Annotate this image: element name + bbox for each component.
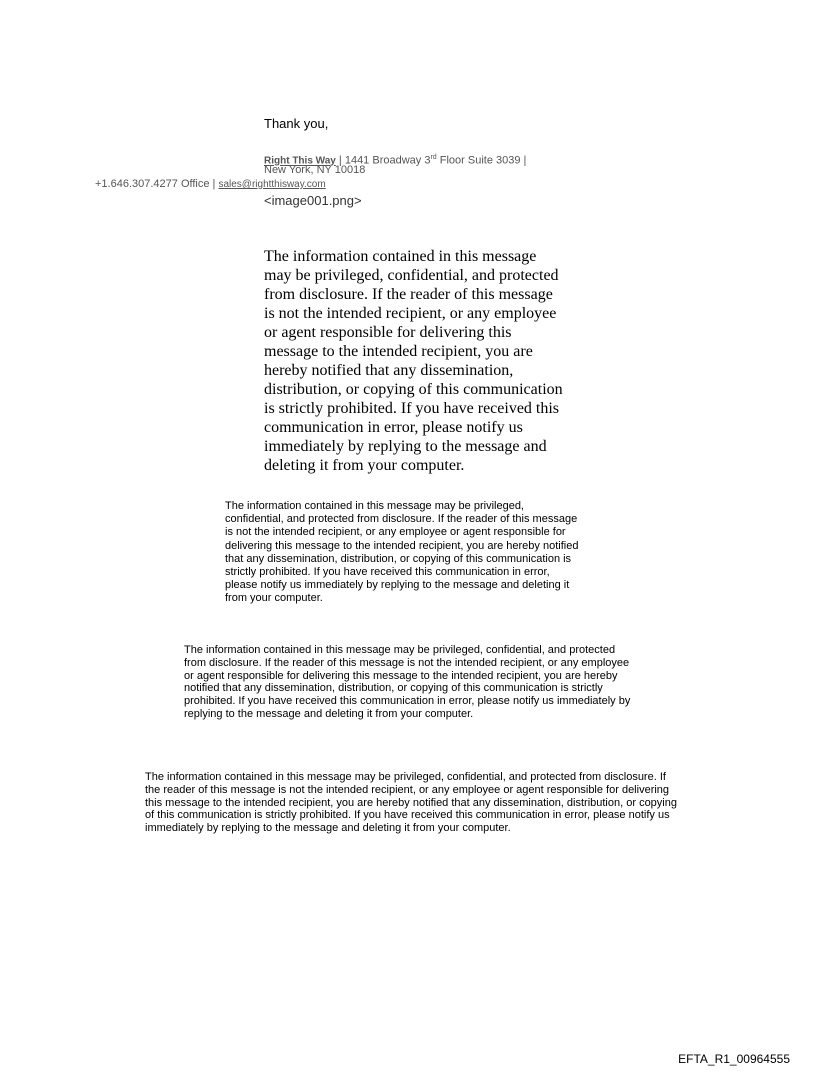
address-part: | 1441 Broadway 3 [335, 154, 431, 167]
company-link[interactable]: Right This Way [264, 155, 336, 167]
ordinal-suffix: rd [430, 154, 437, 161]
signature-contact-line [95, 178, 326, 190]
document-id: EFTA_R1_00964555 [678, 1052, 790, 1066]
address-part-rest: Floor Suite 3039 | [436, 154, 527, 167]
closing-text: Thank you, [264, 116, 329, 131]
email-link[interactable]: sales@rightthisway.com [218, 179, 326, 190]
disclaimer-medium: The information contained in this message may be privileged, confidential, and protected from disclosure. If the reader of this message is not the intended recipient, or any employee or agent responsible for delivering this message to the intended recipient, you are hereby notified that any dissemination, distribution, or copying of this communication is strictly prohibited. If you have received this communication in error, please notify us immediately by replying to the message and deleting it from your computer. [184, 644, 631, 720]
image-attachment-ref: <image001.png> [264, 193, 362, 208]
signature-address-line2: New York, NY 10018 [264, 164, 366, 176]
disclaimer-narrow: The information contained in this message may be privileged, confidential, and protected from disclosure. If the reader of this message is not the intended recipient, or any employee or agent responsible for delivering this message to the intended recipient, you are hereby notified that any dissemination, distribution, or copying of this communication is strictly prohibited. If you have received this communication in error, please notify us immediately by replying to the message and deleting it from your computer. [225, 500, 579, 605]
disclaimer-serif: The information contained in this message may be privileged, confidential, and protected from disclosure. If the reader of this message is not the intended recipient, or any employee or agent responsible for delivering this message to the intended recipient, you are hereby notified that any dissemination, distribution, or copying of this communication is strictly prohibited. If you have received this communication in error, please notify us immediately by replying to the message and deleting it from your computer. [264, 248, 563, 474]
phone-text: +1.646.307.4277 Office | [95, 178, 219, 190]
disclaimer-wide: The information contained in this message may be privileged, confidential, and protected from disclosure. If the reader of this message is not the intended recipient, or any employee or agent responsible for delivering this message to the intended recipient, you are hereby notified that any dissemination, distribution, or copying of this communication is strictly prohibited. If you have received this communication in error, please notify us immediately by replying to the message and deleting it from your computer. [145, 771, 677, 835]
